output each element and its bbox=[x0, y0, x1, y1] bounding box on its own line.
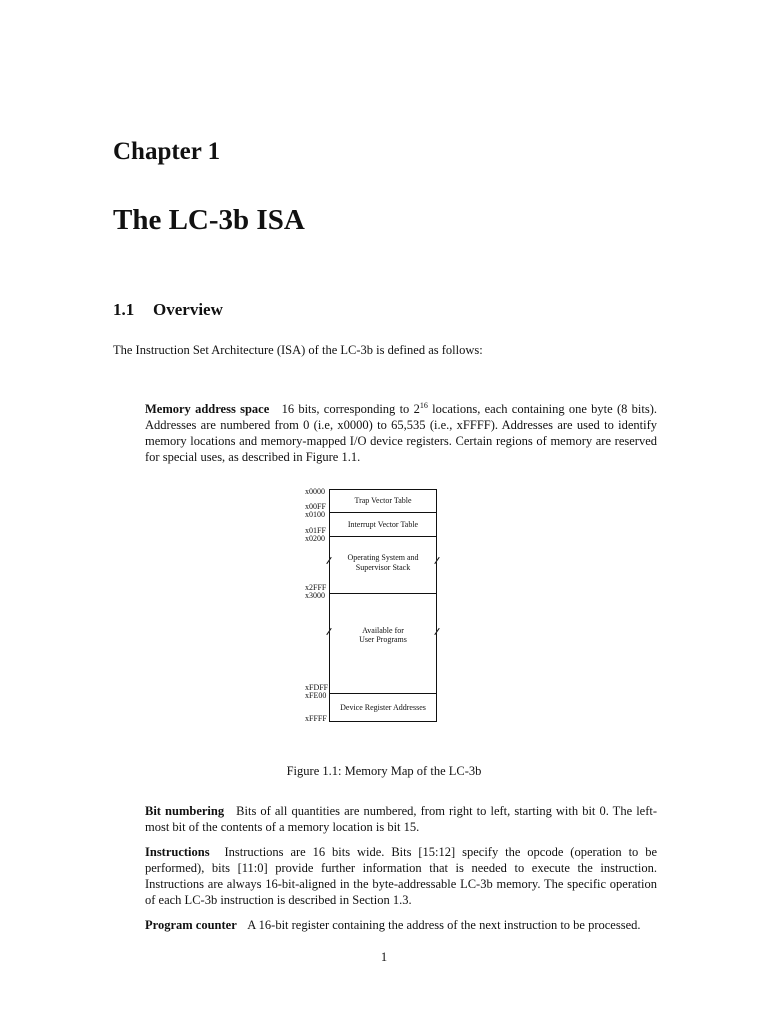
addr-x0200: x0200 bbox=[305, 534, 325, 543]
section-number: 1.1 bbox=[113, 300, 135, 319]
region-user-line1: Available for bbox=[362, 626, 404, 635]
memory-text-1: 16 bits, corresponding to 2 bbox=[281, 402, 420, 416]
memory-term: Memory address space bbox=[145, 402, 270, 416]
bit-numbering-term: Bit numbering bbox=[145, 804, 225, 818]
memory-text-2: locations, each containing one byte (8 bits). bbox=[427, 402, 657, 416]
addr-x01ff: x01FF bbox=[305, 526, 326, 535]
instructions-paragraph bbox=[145, 844, 657, 908]
addr-x2fff: x2FFF bbox=[305, 583, 327, 592]
addr-x00ff: x00FF bbox=[305, 502, 326, 511]
addr-xffff: xFFFF bbox=[305, 714, 327, 723]
instructions-term: Instructions bbox=[145, 845, 210, 859]
chapter-title: The LC-3b ISA bbox=[113, 204, 305, 236]
region-os-line1: Operating System and bbox=[347, 553, 419, 562]
section-title: Overview bbox=[153, 300, 223, 319]
program-counter-paragraph bbox=[145, 917, 657, 933]
region-os-line2: Supervisor Stack bbox=[355, 563, 411, 572]
section-heading bbox=[113, 300, 223, 320]
program-counter-term: Program counter bbox=[145, 918, 237, 932]
instructions-text: Instructions are 16 bits wide. Bits [15:12] specify the opcode (operation to be performed), bits [11:0] provide further information that is needed to execute the instruction. Instructions are always 16-bit-aligned in the byte-addressable LC-3b memory. The specific operation of each LC-3b instruction is described in Section 1.3. bbox=[145, 845, 658, 907]
program-counter-text: A 16-bit register containing the address of the next instruction to be processed. bbox=[247, 918, 641, 932]
chapter-heading: Chapter 1 bbox=[113, 138, 221, 165]
memory-exponent: 16 bbox=[419, 401, 428, 410]
addr-xfdff: xFDFF bbox=[305, 683, 329, 692]
memory-paragraph bbox=[145, 401, 657, 465]
sep-trap bbox=[329, 512, 437, 513]
memory-text-3: Addresses are numbered from 0 (i.e, x0000) to 65,535 (i.e., xFFFF). Addresses are used to identify memory locations and memory-mapped I/O device registers. Certain regions of memory are reserved for special uses, as described in Figure 1.1. bbox=[145, 418, 657, 464]
sep-user bbox=[329, 693, 437, 694]
addr-x3000: x3000 bbox=[305, 591, 325, 600]
figure-caption: Figure 1.1: Memory Map of the LC-3b bbox=[286, 764, 482, 778]
region-user-line2: User Programs bbox=[359, 635, 407, 644]
region-interrupt: Interrupt Vector Table bbox=[347, 520, 419, 529]
region-trap: Trap Vector Table bbox=[354, 496, 412, 505]
region-device: Device Register Addresses bbox=[340, 703, 426, 712]
addr-xfe00: xFE00 bbox=[305, 691, 327, 700]
sep-os bbox=[329, 593, 437, 594]
addr-x0100: x0100 bbox=[305, 510, 325, 519]
page-number: 1 bbox=[380, 950, 388, 964]
intro-paragraph: The Instruction Set Architecture (ISA) of the LC-3b is defined as follows: bbox=[113, 343, 483, 357]
bit-numbering-text: Bits of all quantities are numbered, from right to left, starting with bit 0. The left-most bit of the contents of a memory location is bit 15. bbox=[145, 804, 658, 834]
sep-interrupt bbox=[329, 536, 437, 537]
addr-x0000: x0000 bbox=[305, 487, 325, 496]
bit-numbering-paragraph bbox=[145, 803, 657, 835]
